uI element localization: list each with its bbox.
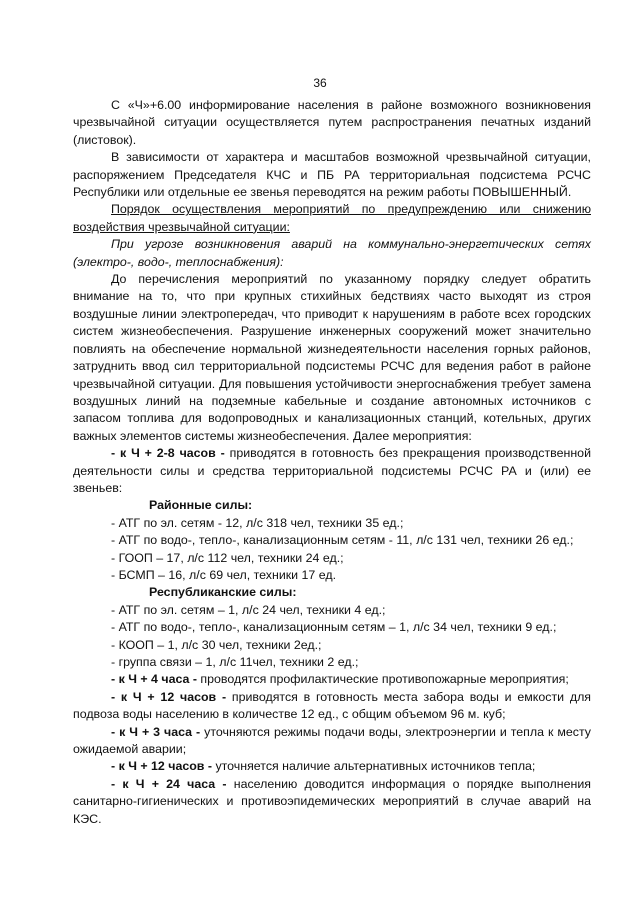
paragraph-readiness-mode: В зависимости от характера и масштабов возможной чрезвычайной ситуации, распоряжением Председателя КЧС и ПБ РА территориальная подсистема РСЧС Республики или отдельные ее звенья переводятся на режим работы ПОВЫШЕННЫЙ. bbox=[73, 150, 591, 200]
list-item: - группа связи – 1, л/с 11чел, техники 2 ед.; bbox=[111, 655, 359, 669]
list-item: - АТГ по эл. сетям – 1, л/с 24 чел, техники 4 ед.; bbox=[111, 602, 386, 617]
step-h-2-8 bbox=[73, 445, 591, 497]
list-item: - ГООП – 17, л/с 112 чел, техники 24 ед.; bbox=[111, 550, 344, 565]
republic-forces-heading: Республиканские силы: bbox=[149, 585, 297, 600]
step-time: - к Ч + 3 часа - bbox=[111, 724, 201, 739]
step-h-3 bbox=[73, 724, 591, 759]
paragraph-power-lines: До перечисления мероприятий по указанному порядку следует обратить внимание на то, что при крупных стихийных бедствиях часто выходят из строя воздушные линии электропередач, что приводит к нарушениям в работе всех городских систем жизнеобеспечения. Разрушение инженерных сооружений может значительно повлиять на обеспечение нормальной жизнедеятельности населения горных районов, затруднить ввод сил территориальной подсистемы РСЧС для ведения работ в районе чрезвычайной ситуации. Для повышения устойчивости энергоснабжения требует замена воздушных линий на подземные кабельные и создание автономных источников с запасом топлива для водопроводных и канализационных станций, котельных, других важных элементов системы жизнеобеспечения. Далее мероприятия: bbox=[73, 272, 591, 443]
procedure-heading: Порядок осуществления мероприятий по предупреждению или снижению воздействия чрезвычайной ситуации: bbox=[73, 202, 591, 234]
step-text: приводятся в готовность места забора воды и емкости для подвоза воды населению в количестве 12 ед., с общим объемом 96 м. куб; bbox=[73, 689, 592, 722]
step-time: - к Ч + 24 часа - bbox=[111, 776, 227, 791]
page-number: 36 bbox=[313, 76, 327, 90]
paragraph-threat-heading: При угрозе возникновения аварий на коммунально-энергетических сетях (электро-, водо-, теплоснабжения): bbox=[73, 237, 591, 269]
paragraph-procedure-heading bbox=[73, 201, 591, 236]
step-time: - к Ч + 12 часов - bbox=[111, 759, 212, 774]
step-time: - к Ч + 12 часов - bbox=[111, 689, 227, 704]
step-h-12-heat bbox=[73, 758, 591, 775]
list-item: - КООП – 1, л/с 30 чел, техники 2ед.; bbox=[111, 637, 322, 652]
paragraph-informing: С «Ч»+6.00 информирование населения в районе возможного возникновения чрезвычайной ситуации осуществляется путем распространения печатных изданий (листовок). bbox=[73, 98, 591, 147]
step-text: населению доводится информация о порядке выполнения санитарно-гигиенических и противоэпидемических мероприятий в случае аварий на КЭС. bbox=[73, 776, 591, 826]
list-item: - БСМП – 16, л/с 69 чел, техники 17 ед. bbox=[111, 567, 337, 582]
district-forces-heading: Районные силы: bbox=[149, 498, 253, 513]
list-item: - АТГ по водо-, тепло-, канализационным сетям - 11, л/с 131 чел, техники 26 ед.; bbox=[111, 533, 574, 548]
step-h-24 bbox=[73, 776, 591, 828]
list-item: - АТГ по водо-, тепло-, канализационным сетям – 1, л/с 34 чел, техники 9 ед.; bbox=[111, 620, 557, 635]
step-time: - к Ч + 2-8 часов - bbox=[111, 446, 225, 461]
step-text: приводятся в готовность без прекращения производственной деятельности силы и средства территориальной подсистемы РСЧС РА и (или) ее звеньев: bbox=[73, 446, 591, 495]
step-text: уточняется наличие альтернативных источников тепла; bbox=[212, 759, 536, 774]
step-text: уточняются режимы подачи воды, электроэнергии и тепла к месту ожидаемой аварии; bbox=[73, 724, 591, 757]
step-time: - к Ч + 4 часа - bbox=[111, 672, 197, 687]
list-item: - АТГ по эл. сетям - 12, л/с 318 чел, техники 35 ед.; bbox=[111, 515, 404, 530]
document-body bbox=[73, 97, 591, 828]
step-h-12-water bbox=[73, 689, 591, 724]
step-h-4 bbox=[73, 671, 591, 688]
step-text: проводятся профилактические противопожарные мероприятия; bbox=[196, 672, 569, 687]
